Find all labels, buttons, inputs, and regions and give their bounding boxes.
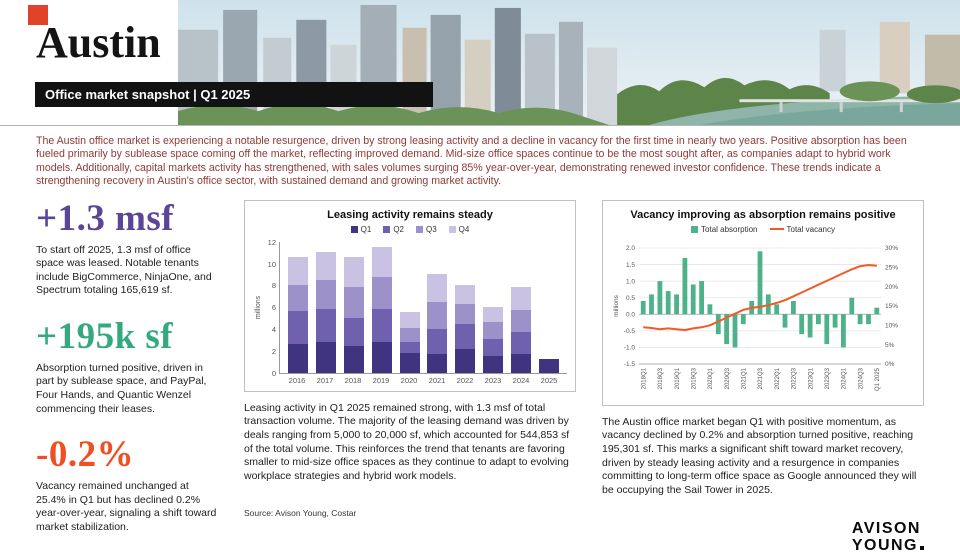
svg-text:2023Q1: 2023Q1 (808, 367, 815, 390)
page-title: Austin (36, 18, 161, 67)
leasing-bar-2024 (511, 287, 531, 373)
logo-line2: YOUNG (852, 537, 924, 555)
svg-text:15%: 15% (885, 303, 899, 311)
intro-paragraph: The Austin office market is experiencing a notable resurgence, driven by strong leasing activity and a decline in vacancy for the first time in nearly two years. Positive absorption has been fueled primarily by sublease space coming off the market, reflecting improved demand. Mid-size office spaces continue to be the most sought after, as companies adapt to hybrid work models. Additionally, capital markets activity has strengthened, with sales volumes surging 85% year-over-year, demonstrating renewed investor confidence. These trends indicate a strengthening recovery in Austin's office sector, with sustained demand and growing market activity. (36, 135, 907, 188)
stat-leasing (36, 197, 218, 298)
stat-absorption (36, 318, 218, 416)
content-columns (36, 197, 924, 555)
leasing-x-label-2022: 2022 (456, 375, 474, 385)
leasing-bar-2017 (316, 252, 336, 373)
leasing-y-tick: 2 (271, 346, 276, 356)
leasing-bars-area (279, 242, 567, 385)
svg-text:5%: 5% (885, 341, 895, 349)
svg-text:Q1 2025: Q1 2025 (875, 367, 881, 391)
leasing-chart-plot (253, 237, 567, 385)
svg-text:-1.0: -1.0 (623, 344, 635, 352)
leasing-chart-title: Leasing activity remains steady (327, 208, 493, 221)
svg-text:2024Q1: 2024Q1 (841, 367, 848, 390)
svg-text:1.0: 1.0 (625, 278, 635, 286)
leasing-x-label-2021: 2021 (428, 375, 446, 385)
leasing-bar-2025 (539, 359, 559, 373)
logo-line1: AVISON (851, 519, 921, 537)
leasing-column (244, 200, 576, 555)
stat-caption-vacancy: Vacancy remained unchanged at 25.4% in Q1 but has declined 0.2% year-over-year, signaling a shift toward market stabilization. (36, 480, 217, 534)
leasing-bars (279, 242, 567, 374)
leasing-x-axis (279, 376, 567, 385)
stat-value-vacancy: -0.2% (36, 434, 135, 476)
leasing-bar-2019 (372, 247, 392, 372)
vacancy-caption: The Austin office market began Q1 with positive momentum, as vacancy declined by 0.2% and absorption turned positive, reaching 195,301 sf. This marks a significant shift toward market recovery, driven by steady leasing activity and a resurgence in companies committing to long-term office space as Google announced they will be occupying the Sail Tower in 2025. (602, 415, 917, 497)
svg-text:2021Q1: 2021Q1 (741, 367, 748, 390)
svg-text:2021Q3: 2021Q3 (758, 367, 765, 390)
leasing-bar-2021 (427, 274, 447, 373)
vacancy-chart (602, 200, 924, 406)
leasing-bar-2016 (288, 257, 308, 372)
leasing-legend-Q1: Q1 (351, 225, 372, 234)
svg-text:2022Q3: 2022Q3 (791, 367, 798, 390)
leasing-caption: Leasing activity in Q1 2025 remained strong, with 1.3 msf of total transaction volume. The majority of the leasing demand was driven by deals ranging from 5,000 to 20,000 sf, which accounted for 544,853 sf of the total volume. This reinforces the trend that tenants are favoring smaller to mid-size office spaces as they continue to adapt to evolving workplace strategies and hybrid work models. (244, 401, 570, 483)
vacancy-chart-legend (611, 225, 915, 234)
leasing-y-tick: 12 (267, 237, 276, 247)
leasing-y-tick: 0 (271, 368, 276, 378)
subtitle-text: Office market snapshot | Q1 2025 (45, 87, 251, 102)
leasing-y-tick: 8 (271, 281, 276, 291)
legend-total-absorption: Total absorption (691, 225, 757, 234)
svg-text:-1.5: -1.5 (623, 361, 635, 369)
leasing-legend-Q4: Q4 (449, 225, 470, 234)
svg-text:10%: 10% (885, 322, 899, 330)
logo-square-icon (920, 546, 924, 550)
leasing-y-tick: 4 (271, 325, 276, 335)
leasing-x-label-2024: 2024 (512, 375, 530, 385)
leasing-y-axis-title: millions (255, 295, 263, 319)
stat-value-leasing: +1.3 msf (36, 197, 175, 239)
svg-text:2.0: 2.0 (625, 245, 635, 253)
avison-young-logo (852, 520, 924, 555)
svg-text:2020Q3: 2020Q3 (724, 367, 731, 390)
leasing-x-label-2025: 2025 (540, 375, 558, 385)
svg-text:millions: millions (613, 294, 620, 317)
svg-text:25%: 25% (885, 264, 899, 272)
svg-text:2019Q3: 2019Q3 (691, 367, 698, 390)
leasing-chart (244, 200, 576, 392)
leasing-y-tick: 10 (267, 259, 276, 269)
svg-text:2018Q3: 2018Q3 (658, 367, 665, 390)
svg-text:1.5: 1.5 (625, 261, 635, 269)
leasing-y-tick: 6 (271, 303, 276, 313)
vacancy-chart-svg (611, 238, 913, 394)
svg-text:2019Q1: 2019Q1 (674, 367, 681, 390)
leasing-x-label-2020: 2020 (400, 375, 418, 385)
stat-caption-leasing: To start off 2025, 1.3 msf of office space was leased. Notable tenants include BigCommerce, NinjaOne, and Spectrum totaling 165,619 sf. (36, 243, 212, 297)
source-note: Source: Avison Young, Costar (244, 507, 357, 518)
leasing-legend-Q2: Q2 (383, 225, 404, 234)
svg-text:2020Q1: 2020Q1 (708, 367, 715, 390)
leasing-y-axis (263, 238, 279, 378)
svg-text:20%: 20% (885, 283, 899, 291)
leasing-bar-2022 (455, 285, 475, 373)
vacancy-column (602, 200, 924, 555)
leasing-x-label-2016: 2016 (288, 375, 306, 385)
leasing-bar-2023 (483, 307, 503, 373)
stat-value-absorption: +195k sf (36, 316, 174, 358)
legend-total-vacancy: Total vacancy (770, 225, 835, 234)
leasing-x-label-2019: 2019 (372, 375, 390, 385)
svg-text:30%: 30% (885, 245, 899, 253)
leasing-legend-Q3: Q3 (416, 225, 437, 234)
svg-text:0%: 0% (885, 361, 895, 369)
stat-vacancy (36, 436, 218, 534)
svg-text:2024Q3: 2024Q3 (858, 367, 865, 390)
svg-text:-0.5: -0.5 (623, 327, 635, 335)
leasing-chart-legend (253, 225, 567, 234)
svg-text:2022Q1: 2022Q1 (774, 367, 781, 390)
leasing-x-label-2023: 2023 (484, 375, 502, 385)
leasing-x-label-2017: 2017 (316, 375, 334, 385)
svg-text:2018Q1: 2018Q1 (641, 367, 648, 390)
svg-text:2023Q3: 2023Q3 (825, 367, 831, 390)
svg-text:0.0: 0.0 (625, 311, 635, 319)
svg-text:0.5: 0.5 (625, 294, 635, 302)
header-banner (0, 0, 960, 126)
subtitle-bar (35, 82, 433, 107)
leasing-x-label-2018: 2018 (344, 375, 362, 385)
stat-caption-absorption: Absorption turned positive, driven in part by sublease space, and PayPal, Four Hands, and Quantic Wenzel commencing their leases. (36, 361, 207, 415)
absorption-bars (641, 251, 879, 347)
leasing-bar-2020 (400, 312, 420, 372)
stats-column (36, 197, 218, 555)
vacancy-chart-title: Vacancy improving as absorption remains positive (630, 208, 896, 221)
leasing-bar-2018 (344, 257, 364, 372)
